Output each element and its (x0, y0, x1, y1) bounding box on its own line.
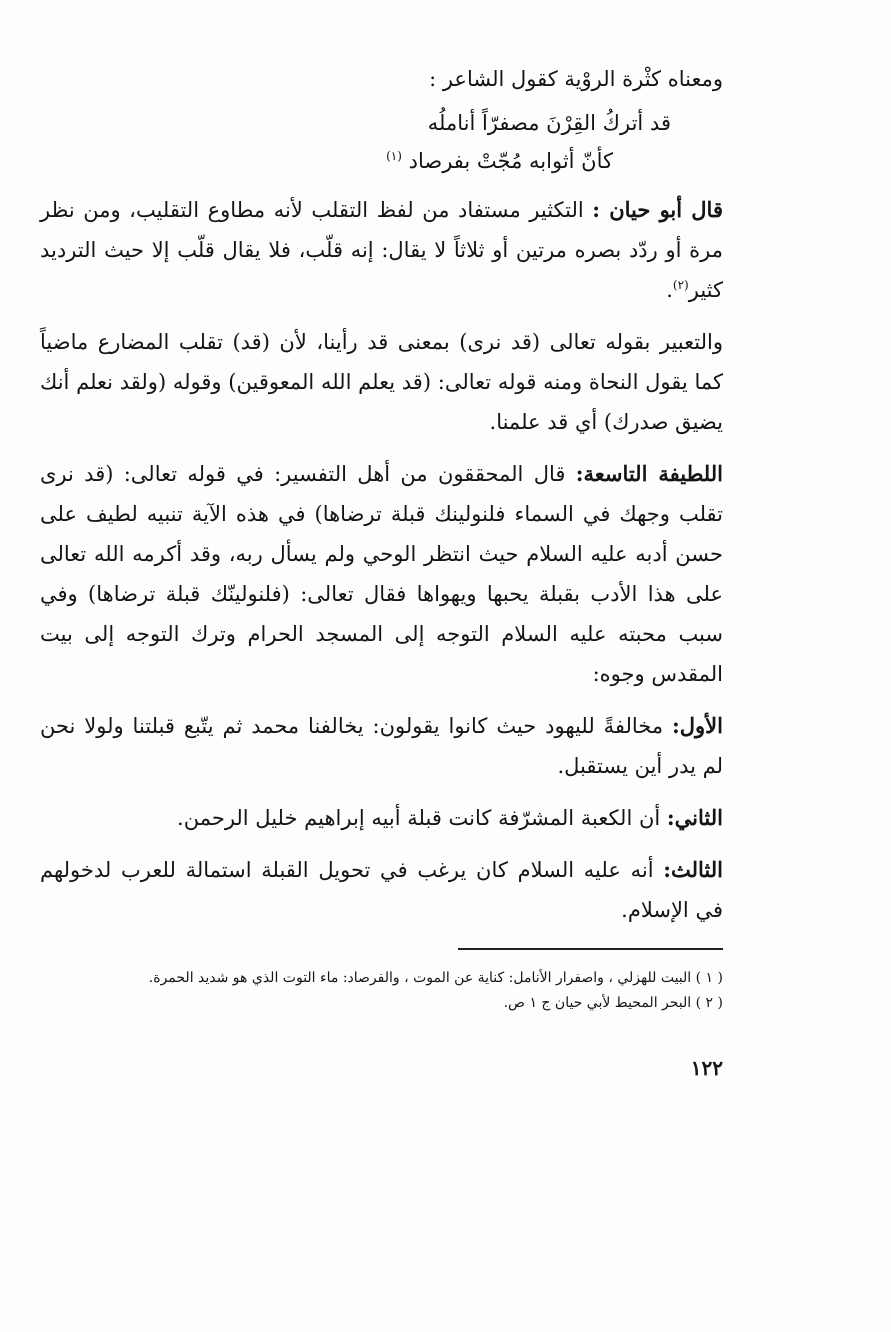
book-page (40, 58, 723, 1308)
paragraph-tabir (40, 322, 723, 442)
paragraph-text: أن الكعبة المشرّفة كانت قبلة أبيه إبراهيم خليل الرحمن. (177, 806, 661, 830)
verse-line-2 (40, 142, 723, 180)
paragraph-first-reason (40, 706, 723, 786)
paragraph-third-reason (40, 850, 723, 930)
footnote-2: ( ٢ ) البحر المحيط لأبي حيان ج ١ ص. (503, 995, 723, 1011)
paragraph-text: أنه عليه السلام كان يرغب في تحويل القبلة استمالة للعرب لدخولهم في الإسلام. (40, 858, 723, 922)
footnote-ref-2: (٢) (672, 278, 689, 292)
paragraph-label: الثاني: (666, 805, 723, 830)
paragraph-label: الأول: (672, 713, 723, 738)
footnote-divider (458, 948, 723, 950)
paragraph-text: مخالفةً لليهود حيث كانوا يقولون: يخالفنا محمد ثم يتّبع قبلتنا ولولا نحن لم يدر أين يستقبل. (40, 714, 723, 778)
page-number: ١٢٢ (690, 1056, 723, 1080)
footnote-ref-1: (١) (386, 149, 402, 163)
paragraph-latifa-9 (40, 454, 723, 694)
verse-line-2-text: كأنّ أثوابه مُجّتْ بفرصاد (408, 149, 613, 173)
paragraph-text: والتعبير بقوله تعالى (قد نرى) بمعنى قد رأينا، لأن (قد) تقلب المضارع ماضياً كما يقول النحاة ومنه قوله تعالى: (قد يعلم الله المعوقين) وقوله (ولقد نعلم أنك يضيق صدرك) أي قد علمنا. (40, 330, 723, 434)
paragraph-text: قال المحققون من أهل التفسير: في قوله تعالى: (قد نرى تقلب وجهك في السماء فلنولينك قبلة ترضاها) في هذه الآية تنبيه لطيف على حسن أدبه عليه السلام حيث انتظر الوحي ولم يسأل ربه، وقد أكرمه الله تعالى على هذا الأدب بقبلة يحبها ويهواها فقال تعالى: (فلنولينّك قبلة ترضاها) وفي سبب محبته عليه السلام التوجه إلى المسجد الحرام وترك التوجه إلى بيت المقدس وجوه: (40, 462, 723, 686)
paragraph-abu-hayyan: قال أبو حيان : التكثير مستفاد من لفظ التقلب لأنه مطاوع التقليب، ومن نظر مرة أو ردّد بصره مرتين أو ثلاثاً لا يقال: إنه قلّب، فلا يقال قلّب إلا حيث الترديد كثير$^{(٢)}$. (40, 197, 723, 302)
poem-verse (40, 104, 723, 180)
footnote-1: ( ١ ) البيت للهزلي ، واصفرار الأنامل: كناية عن الموت ، والفرصاد: ماء التوت الذي هو شديد الحمرة. (148, 970, 723, 986)
verse-line-1: قد أتركُ القِرْنَ مصفرّاً أناملُه (427, 111, 671, 135)
paragraph-label: الثالث: (663, 857, 723, 882)
intro-line: ومعناه كثْرة الروْية كقول الشاعر : (429, 67, 723, 91)
paragraph-label: قال أبو حيان : (592, 197, 723, 222)
paragraph-text: التكثير مستفاد من لفظ التقلب لأنه مطاوع التقليب، ومن نظر مرة أو ردّد بصره مرتين أو ثلاثاً لا يقال: إنه قلّب، فلا يقال قلّب إلا حيث الترديد كثير (40, 198, 723, 302)
paragraph-second-reason (40, 798, 723, 838)
paragraph-label: اللطيفة التاسعة: (575, 461, 723, 486)
